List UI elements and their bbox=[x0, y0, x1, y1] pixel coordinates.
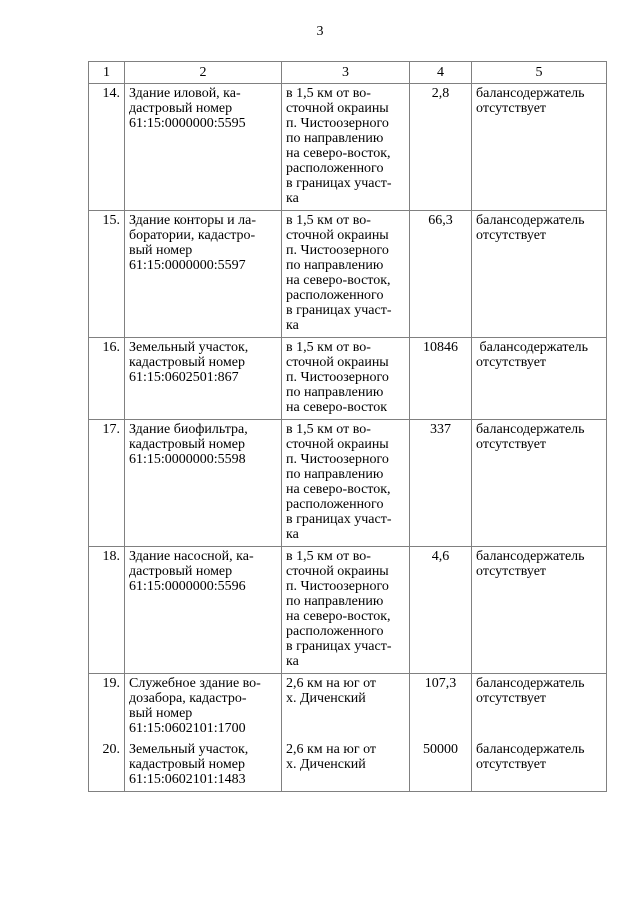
text-line: 61:15:0000000:5598 bbox=[129, 452, 246, 467]
text-line: расположенного bbox=[286, 624, 384, 639]
balance-holder bbox=[472, 420, 607, 547]
table-row bbox=[89, 547, 607, 674]
text-line: ка bbox=[286, 318, 299, 333]
text-line: сточной окраины bbox=[286, 101, 389, 116]
text-line: вый номер bbox=[129, 243, 193, 258]
balance-holder bbox=[472, 338, 607, 420]
balance-holder bbox=[472, 211, 607, 338]
text-line: 61:15:0000000:5596 bbox=[129, 579, 246, 594]
text-line: в 1,5 км от во- bbox=[286, 340, 371, 355]
object-location bbox=[282, 740, 410, 792]
text-line: вый номер bbox=[129, 706, 193, 721]
text-line: расположенного bbox=[286, 497, 384, 512]
text-line: 61:15:0602101:1483 bbox=[129, 772, 246, 787]
object-area: 2,8 bbox=[410, 84, 472, 211]
object-area: 337 bbox=[410, 420, 472, 547]
text-line: ка bbox=[286, 191, 299, 206]
object-name bbox=[125, 740, 282, 792]
text-line: по направлению bbox=[286, 467, 384, 482]
object-location bbox=[282, 674, 410, 741]
text-line: 2,6 км на юг от bbox=[286, 676, 377, 691]
text-line: сточной окраины bbox=[286, 564, 389, 579]
text-line: кадастровый номер bbox=[129, 757, 245, 772]
text-line: на северо-восток, bbox=[286, 146, 391, 161]
text-line: Здание биофильтра, bbox=[129, 422, 248, 437]
object-location bbox=[282, 211, 410, 338]
column-header-3: 3 bbox=[282, 62, 410, 84]
text-line: ка bbox=[286, 527, 299, 542]
balance-holder bbox=[472, 674, 607, 741]
table-row bbox=[89, 211, 607, 338]
text-line: 61:15:0000000:5597 bbox=[129, 258, 246, 273]
text-line: в 1,5 км от во- bbox=[286, 213, 371, 228]
text-line: в границах участ- bbox=[286, 639, 392, 654]
text-line: боратории, кадастро- bbox=[129, 228, 256, 243]
property-table bbox=[88, 61, 607, 792]
text-line: в границах участ- bbox=[286, 303, 392, 318]
balance-holder bbox=[472, 740, 607, 792]
text-line: отсутствует bbox=[476, 564, 547, 579]
text-line: сточной окраины bbox=[286, 437, 389, 452]
row-number: 20. bbox=[89, 740, 125, 792]
object-area: 4,6 bbox=[410, 547, 472, 674]
text-line: на северо-восток, bbox=[286, 273, 391, 288]
text-line: Земельный участок, bbox=[129, 742, 249, 757]
text-line: балансодержатель bbox=[476, 549, 585, 564]
text-line: по направлению bbox=[286, 131, 384, 146]
text-line: балансодержатель bbox=[476, 742, 585, 757]
text-line: балансодержатель bbox=[476, 340, 589, 355]
text-line: на северо-восток, bbox=[286, 482, 391, 497]
table-row bbox=[89, 740, 607, 792]
text-line: 2,6 км на юг от bbox=[286, 742, 377, 757]
text-line: 61:15:0602501:867 bbox=[129, 370, 239, 385]
text-line: п. Чистоозерного bbox=[286, 452, 389, 467]
object-name bbox=[125, 547, 282, 674]
text-line: Здание насосной, ка- bbox=[129, 549, 254, 564]
object-name bbox=[125, 211, 282, 338]
text-line: Здание конторы и ла- bbox=[129, 213, 256, 228]
text-line: балансодержатель bbox=[476, 213, 585, 228]
text-line: расположенного bbox=[286, 161, 384, 176]
text-line: отсутствует bbox=[476, 757, 547, 772]
text-line: отсутствует bbox=[476, 691, 547, 706]
text-line: по направлению bbox=[286, 258, 384, 273]
text-line: в 1,5 км от во- bbox=[286, 422, 371, 437]
object-location bbox=[282, 338, 410, 420]
object-area: 66,3 bbox=[410, 211, 472, 338]
text-line: отсутствует bbox=[476, 101, 547, 116]
text-line: Земельный участок, bbox=[129, 340, 249, 355]
text-line: в границах участ- bbox=[286, 512, 392, 527]
text-line: сточной окраины bbox=[286, 228, 389, 243]
balance-holder bbox=[472, 84, 607, 211]
text-line: отсутствует bbox=[476, 355, 547, 370]
text-line: х. Диченский bbox=[286, 691, 366, 706]
column-header-4: 4 bbox=[410, 62, 472, 84]
text-line: п. Чистоозерного bbox=[286, 370, 389, 385]
column-header-5: 5 bbox=[472, 62, 607, 84]
row-number: 15. bbox=[89, 211, 125, 338]
text-line: отсутствует bbox=[476, 228, 547, 243]
text-line: отсутствует bbox=[476, 437, 547, 452]
text-line: дозабора, кадастро- bbox=[129, 691, 247, 706]
text-line: дастровый номер bbox=[129, 101, 233, 116]
text-line: в 1,5 км от во- bbox=[286, 549, 371, 564]
balance-holder bbox=[472, 547, 607, 674]
object-name bbox=[125, 338, 282, 420]
object-location bbox=[282, 420, 410, 547]
text-line: п. Чистоозерного bbox=[286, 243, 389, 258]
text-line: на северо-восток bbox=[286, 400, 388, 415]
text-line: дастровый номер bbox=[129, 564, 233, 579]
object-area: 107,3 bbox=[410, 674, 472, 741]
text-line: кадастровый номер bbox=[129, 355, 245, 370]
text-line: 61:15:0000000:5595 bbox=[129, 116, 246, 131]
text-line: ка bbox=[286, 654, 299, 669]
text-line: расположенного bbox=[286, 288, 384, 303]
table-row bbox=[89, 674, 607, 741]
text-line: на северо-восток, bbox=[286, 609, 391, 624]
object-name bbox=[125, 674, 282, 741]
object-name bbox=[125, 84, 282, 211]
text-line: балансодержатель bbox=[476, 676, 585, 691]
text-line: балансодержатель bbox=[476, 86, 585, 101]
object-location bbox=[282, 547, 410, 674]
table-row bbox=[89, 420, 607, 547]
text-line: п. Чистоозерного bbox=[286, 116, 389, 131]
text-line: по направлению bbox=[286, 594, 384, 609]
table-row bbox=[89, 338, 607, 420]
column-header-1: 1 bbox=[89, 62, 125, 84]
row-number: 16. bbox=[89, 338, 125, 420]
text-line: кадастровый номер bbox=[129, 437, 245, 452]
page-number: 3 bbox=[316, 24, 324, 39]
row-number: 18. bbox=[89, 547, 125, 674]
text-line: в границах участ- bbox=[286, 176, 392, 191]
object-location bbox=[282, 84, 410, 211]
text-line: сточной окраины bbox=[286, 355, 389, 370]
text-line: х. Диченский bbox=[286, 757, 366, 772]
object-area: 50000 bbox=[410, 740, 472, 792]
row-number: 19. bbox=[89, 674, 125, 741]
row-number: 14. bbox=[89, 84, 125, 211]
table-header-row bbox=[89, 62, 607, 84]
text-line: балансодержатель bbox=[476, 422, 585, 437]
table-row bbox=[89, 84, 607, 211]
text-line: в 1,5 км от во- bbox=[286, 86, 371, 101]
text-line: Служебное здание во- bbox=[129, 676, 261, 691]
text-line: по направлению bbox=[286, 385, 384, 400]
text-line: п. Чистоозерного bbox=[286, 579, 389, 594]
text-line: Здание иловой, ка- bbox=[129, 86, 241, 101]
object-area: 10846 bbox=[410, 338, 472, 420]
object-name bbox=[125, 420, 282, 547]
row-number: 17. bbox=[89, 420, 125, 547]
column-header-2: 2 bbox=[125, 62, 282, 84]
text-line: 61:15:0602101:1700 bbox=[129, 721, 246, 736]
